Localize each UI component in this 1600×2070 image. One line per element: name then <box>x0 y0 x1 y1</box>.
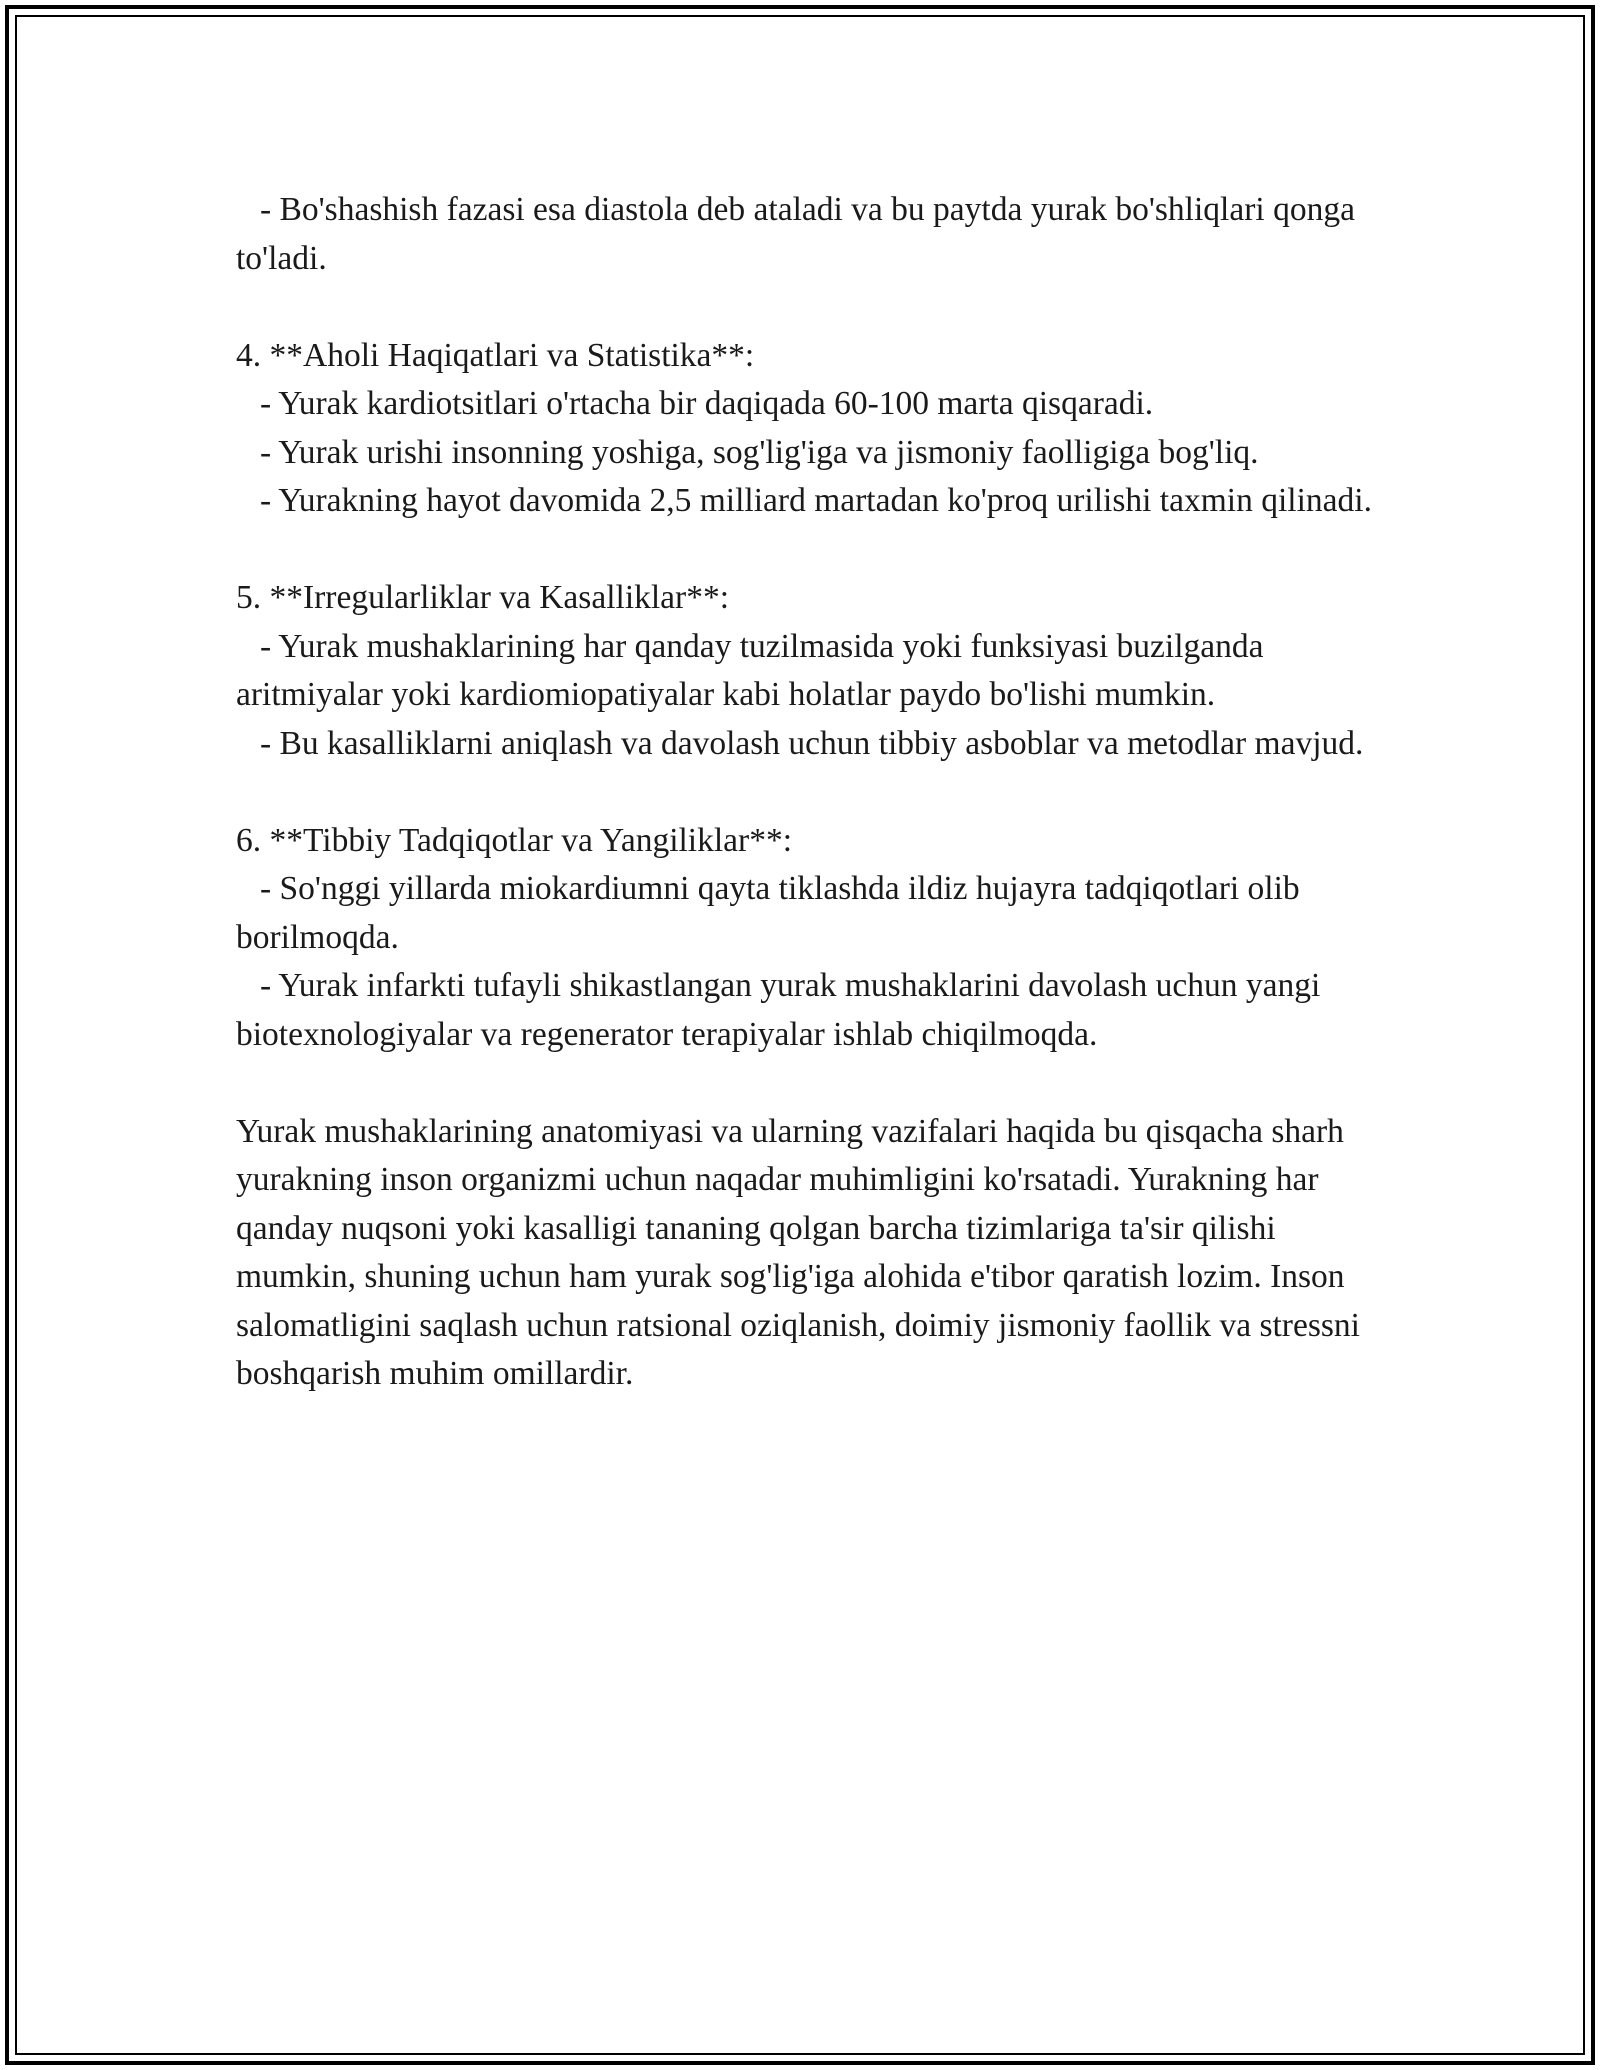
bullet-tibbiy-asboblar: - Bu kasalliklarni aniqlash va davolash uchun tibbiy asboblar va metodlar mavjud. <box>260 724 1364 762</box>
document-body <box>236 186 1386 1399</box>
section-heading-6: 6. **Tibbiy Tadqiqotlar va Yangiliklar**: <box>236 821 793 859</box>
blank-line <box>236 283 1386 332</box>
bullet-diastola: - Bo'shashish fazasi esa diastola deb ataladi va bu paytda yurak bo'shliqlari qonga to'ladi. <box>236 191 1364 277</box>
section-heading-5: 5. **Irregularliklar va Kasalliklar**: <box>236 579 730 616</box>
bullet-kardiotsitlar: - Yurak kardiotsitlari o'rtacha bir daqiqada 60-100 marta qisqaradi. <box>260 385 1154 422</box>
section-heading-4: 4. **Aholi Haqiqatlari va Statistika**: <box>236 336 755 374</box>
bullet-ildiz-hujayra: - So'nggi yillarda miokardiumni qayta tiklashda ildiz hujayra tadqiqotlari olib borilmoqda. <box>236 870 1309 956</box>
bullet-yurak-urishi: - Yurak urishi insonning yoshiga, sog'lig'iga va jismoniy faolligiga bog'liq. <box>260 433 1259 471</box>
closing-paragraph: Yurak mushaklarining anatomiyasi va ularning vazifalari haqida bu qisqacha sharh yurakning inson organizmi uchun naqadar muhimligini ko'rsatadi. Yurakning har qanday nuqsoni yoki kasalligi tananing qolgan barcha tizimlariga ta'sir qilishi mumkin, shuning uchun ham yurak sog'lig'iga alohida e'tibor qaratish lozim. Inson salomatligini saqlash uchun ratsional oziqlanish, doimiy jismoniy faollik va stressni boshqarish muhim omillardir. <box>236 1112 1369 1392</box>
bullet-hayot-davomida: - Yurakning hayot davomida 2,5 milliard martadan ko'proq urilishi taxmin qilinadi. <box>260 482 1372 519</box>
blank-line <box>236 526 1386 575</box>
blank-line <box>236 768 1386 817</box>
bullet-aritmiyalar: - Yurak mushaklarining har qanday tuzilmasida yoki funksiyasi buzilganda aritmiyalar yoki kardiomiopatiyalar kabi holatlar paydo bo'lishi mumkin. <box>236 627 1272 713</box>
blank-line <box>236 1059 1386 1108</box>
bullet-biotexnologiyalar: - Yurak infarkti tufayli shikastlangan yurak mushaklarini davolash uchun yangi biotexnologiyalar va regenerator terapiyalar ishlab chiqilmoqda. <box>236 967 1329 1053</box>
